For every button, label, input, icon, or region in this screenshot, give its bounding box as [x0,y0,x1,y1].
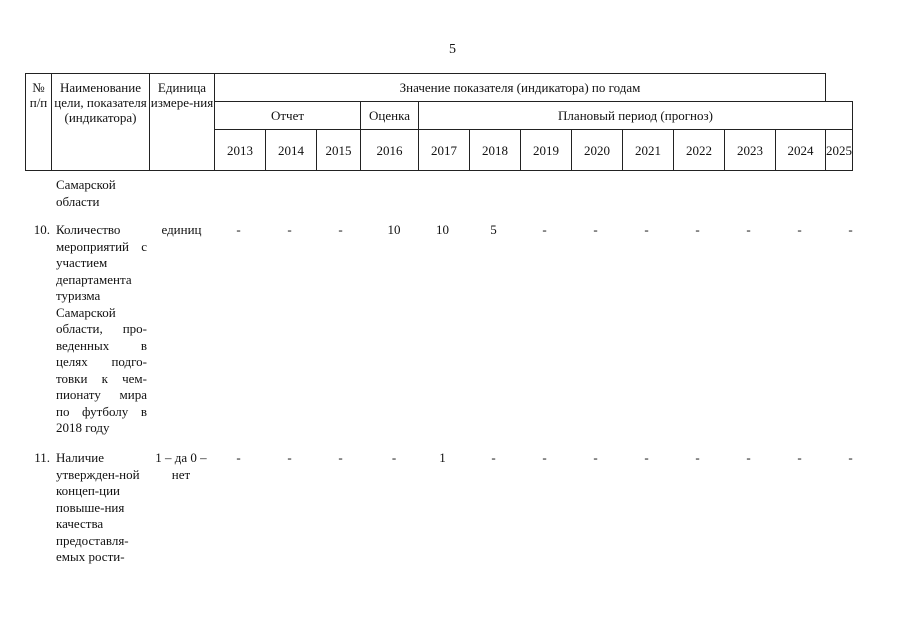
value-2014: - [287,450,292,465]
continuation-text: Самарской области [56,177,116,209]
value-2021: - [644,222,649,237]
header-estimate: Оценка [361,102,419,130]
value-2025: - [848,450,853,465]
header-values: Значение показателя (индикатора) по годам [215,74,826,102]
value-2025: - [848,222,853,237]
value-2023: - [746,222,751,237]
row-name: Количество мероприятий с участием департамента туризма Самарской области, про-веденных в целях подго-товки к чем-пионату мира по футболу в 2018 году [56,222,147,435]
value-2016: - [391,450,397,465]
year-2024: 2024 [776,130,826,171]
year-2022: 2022 [674,130,725,171]
value-2019: - [542,450,547,465]
value-2017: 1 [439,450,446,465]
header-report: Отчет [215,102,361,130]
value-2022: - [695,450,700,465]
year-2016: 2016 [361,130,419,171]
header-unit: Единица измере-ния [150,74,215,171]
row-unit: 1 – да 0 – нет [155,450,207,482]
row-number: 10. [33,222,50,237]
table-header [25,73,853,171]
value-2022: - [695,222,700,237]
page-number: 5 [449,42,456,57]
value-2015: - [338,450,343,465]
value-2019: - [542,222,547,237]
header-name: Наименование цели, показателя (индикатора) [52,74,150,171]
value-2020: - [593,450,598,465]
year-2021: 2021 [623,130,674,171]
value-2014: - [287,222,292,237]
value-2013: - [236,450,241,465]
value-2013: - [236,222,241,237]
header-plan: Плановый период (прогноз) [419,102,853,130]
value-2016: 10 [387,222,401,237]
value-2018: 5 [490,222,497,237]
value-2017: 10 [436,222,449,237]
row-name: Наличие утвержден-ной концеп-ции повыше-ния качества предоставля-емых рости- [56,450,140,564]
value-2021: - [644,450,649,465]
year-2018: 2018 [470,130,521,171]
value-2023: - [746,450,751,465]
header-num: № п/п [26,74,52,171]
value-2024: - [797,450,802,465]
value-2018: - [491,450,496,465]
year-2015: 2015 [317,130,361,171]
year-2025: 2025 [826,130,853,171]
value-2015: - [338,222,343,237]
year-2019: 2019 [521,130,572,171]
value-2020: - [593,222,598,237]
year-2014: 2014 [266,130,317,171]
year-2017: 2017 [419,130,470,171]
year-2023: 2023 [725,130,776,171]
year-2020: 2020 [572,130,623,171]
row-unit: единиц [161,222,202,237]
value-2024: - [797,222,802,237]
year-2013: 2013 [215,130,266,171]
row-number: 11. [34,450,50,465]
